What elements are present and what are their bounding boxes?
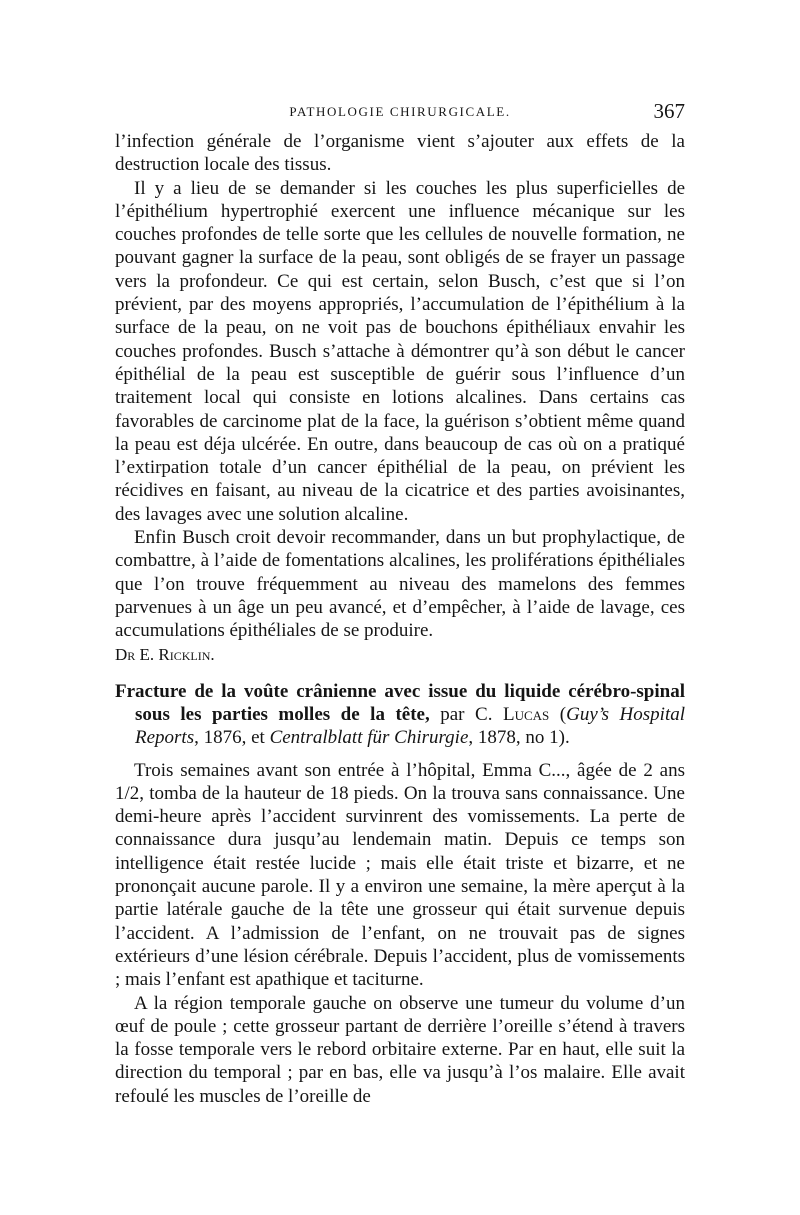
paragraph-examination: A la région temporale gauche on observe une tumeur du volume d’un œuf de poule ; cette grosseur partant de derrière l’oreille s’étend à travers la fosse temporale vers le rebord orbitaire externe. Par en haut, elle suit la direction du temporal ; par en bas, elle va jusqu’à l’os malaire. Elle avait refoulé les muscles de l’oreille de — [115, 992, 685, 1107]
article-title — [115, 680, 685, 749]
source-open: ( — [559, 703, 567, 725]
author-signature: Dr E. Ricklin. — [115, 644, 215, 664]
page-header — [115, 100, 685, 124]
body-text — [115, 130, 685, 1108]
paragraph-busch-prophylaxis: Enfin Busch croit devoir recommander, dans un but prophylactique, de combattre, à l’aide de fomentations alcalines, les proliférations épithéliales que l’on trouve fréquemment au niveau des mamelons des femmes parvenues à un âge un peu avancé, et d’empêcher, à l’aide de lavage, ces accumulations épithéliales de se produire. — [115, 527, 685, 642]
article-author: C. Lucas — [475, 703, 550, 725]
source-mid: , 1876, et — [194, 726, 270, 748]
page-number: 367 — [653, 99, 685, 123]
source-end: , 1878, no 1). — [468, 726, 570, 748]
paragraph-case-history: Trois semaines avant son entrée à l’hôpital, Emma C..., âgée de 2 ans 1/2, tomba de la hauteur de 18 pieds. On la trouva sans connaissance. Une demi-heure après l’accident survinrent des vomissements. La perte de connaissance dura jusqu’au lendemain matin. Depuis ce temps son intelligence était restée lucide ; mais elle était triste et bizarre, et ne prononçait aucune parole. Il y a environ une semaine, la mère aperçut à la partie latérale gauche de la tête une grosseur qui était survenue depuis l’accident. A l’admission de l’enfant, on ne trouvait pas de signes extérieurs d’une lésion cérébrale. Depuis l’accident, plus de vomissements ; mais l’enfant est apathique et taciturne. — [115, 759, 685, 991]
running-head: PATHOLOGIE CHIRURGICALE. — [289, 104, 511, 119]
paragraph-busch-mechanism: Il y a lieu de se demander si les couches les plus superficielles de l’épithélium hypertrophié exercent une influence mécanique sur les couches profondes de telle sorte que les cellules de nouvelle formation, ne pouvant gagner la surface de la peau, sont obligés de se frayer un passage vers la profondeur. Ce qui est certain, selon Busch, c’est que si l’on prévient, par des moyens appropriés, l’accumulation de l’épithélium à la surface de la peau, on ne voit pas de bouchons épithéliaux envahir les couches profondes. Busch s’attache à démontrer qu’à son début le cancer épithélial de la peau est susceptible de guérir sous l’influence d’un traitement local qui consiste en lotions alcalines. Dans certains cas favorables de carcinome plat de la face, la guérison s’obtient même quand la peau est déja ulcérée. En outre, dans beaucoup de cas où on a pratiqué l’extirpation totale d’un cancer épithélial de la peau, on prévient les récidives en faisant, au niveau de la cicatrice et des parties avoisinantes, des lavages avec une solution alcaline. — [115, 177, 685, 525]
source-journal-guys: Guy’s Hospital Reports — [135, 703, 686, 748]
article-title-text: Fracture de la voûte crânienne avec issue du liquide cérébro-spinal sous les parties molles de la tête, — [115, 680, 685, 725]
paragraph-continuation: l’infection générale de l’organisme vient s’ajouter aux effets de la destruction locale des tissus. — [115, 131, 685, 176]
source-journal-centralblatt: Centralblatt für Chirurgie — [269, 726, 469, 748]
article-by: par — [440, 703, 465, 725]
